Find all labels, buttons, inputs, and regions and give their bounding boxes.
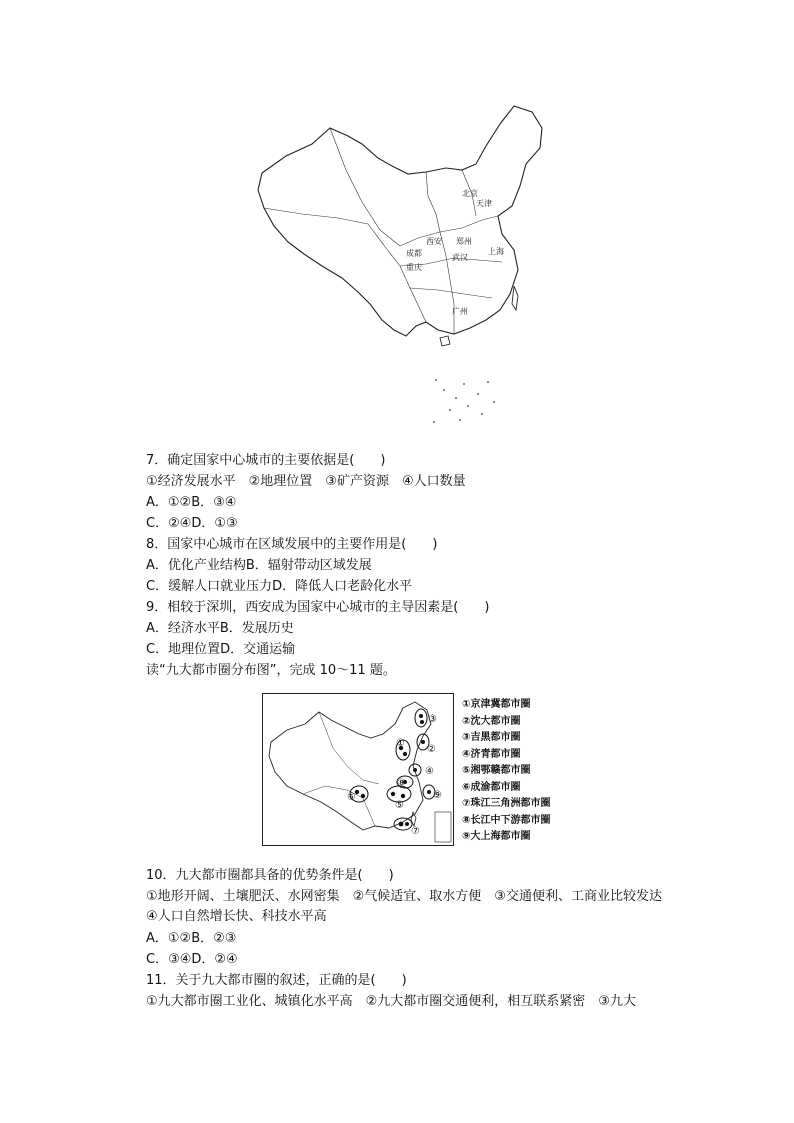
city-label: 重庆 [406, 263, 422, 272]
internal-border [303, 786, 375, 826]
q8-stem: 8．国家中心城市在区域发展中的主要作用是( ) [146, 537, 438, 552]
metro-number-marks [347, 714, 442, 837]
city-label: 北京 [462, 189, 478, 198]
china-outline [258, 106, 542, 336]
legend-item: ⑦珠江三角洲都市圈 [462, 798, 551, 809]
q10-options: ①地形开阔、土壤肥沃、水网密集 ②气候适宜、取水方便 ③交通便利、工商业比较发达 ④人口自然增长快、科技水平高 [146, 889, 675, 924]
q10-choices-cd: C．③④D．②④ [146, 952, 238, 967]
map-intro: 读“九大都市圈分布图”，完成 10～11 题。 [146, 663, 396, 678]
metro-mark-9: ⑦ [411, 826, 420, 837]
city-label: 武汉 [452, 253, 468, 262]
south-china-sea-inset [435, 812, 451, 842]
china-central-cities-map [250, 98, 550, 438]
legend-item: ⑥成渝都市圈 [462, 781, 521, 793]
legend-item: ②沈大都市圈 [462, 715, 521, 727]
internal-border [330, 128, 400, 246]
metro-areas-map [263, 694, 453, 845]
q7-choices-ab: A．①②B．③④ [146, 495, 237, 510]
q9-choices-ab: A．经济水平B．发展历史 [146, 621, 294, 636]
metro-mark-5: ⑧ [397, 778, 406, 789]
q11-options: ①九大都市圈工业化、城镇化水平高 ②九大都市圈交通便利，相互联系紧密 ③九大 [146, 994, 636, 1009]
city-labels [406, 188, 504, 316]
internal-border [426, 172, 454, 334]
metro-mark-3: ② [427, 744, 436, 755]
q8-choices-ab: A．优化产业结构B．辐射带动区域发展 [146, 558, 372, 573]
hainan [440, 336, 450, 346]
city-label: 郑州 [456, 237, 472, 246]
metro-mark-1: ③ [428, 714, 437, 725]
legend-item: ①京津冀都市圈 [462, 699, 531, 710]
internal-border [264, 208, 426, 322]
metro-legend [462, 697, 550, 846]
q7-options: ①经济发展水平 ②地理位置 ③矿产资源 ④人口数量 [146, 474, 466, 489]
south-china-sea-islands [433, 379, 495, 423]
city-label: 广州 [452, 307, 468, 316]
q8-choices-cd: C．缓解人口就业压力D．降低人口老龄化水平 [146, 579, 413, 594]
q7-stem: 7．确定国家中心城市的主要依据是( ) [146, 453, 386, 468]
metro-mark-8: ⑨ [433, 790, 442, 801]
city-label: 西安 [426, 237, 442, 246]
legend-item: ③吉黑都市圈 [462, 732, 521, 743]
taiwan [512, 286, 518, 310]
legend-item: ⑧长江中下游都市圈 [462, 814, 551, 826]
q9-choices-cd: C．地理位置D．交通运输 [146, 642, 296, 657]
metro-city-dots [355, 714, 431, 826]
internal-border [400, 216, 498, 246]
legend-item: ⑤湘鄂赣都市圈 [462, 765, 531, 776]
q9-stem: 9．相较于深圳，西安成为国家中心城市的主导因素是( ) [146, 600, 490, 615]
legend-item: ⑨大上海都市圈 [462, 831, 531, 842]
city-label: 天津 [476, 199, 492, 208]
metro-mark-2: ① [396, 738, 405, 749]
city-label: 上海 [488, 247, 504, 256]
china-outline [269, 702, 431, 830]
metro-mark-6: ⑥ [347, 792, 356, 803]
internal-border [410, 288, 492, 298]
q10-stem: 10．九大都市圈都具备的优势条件是( ) [146, 868, 394, 883]
internal-border [319, 712, 379, 784]
metro-mark-4: ④ [425, 766, 434, 777]
q10-choices-ab: A．①②B．②③ [146, 931, 237, 946]
q11-stem: 11．关于九大都市圈的叙述，正确的是( ) [146, 973, 407, 988]
metro-mark-7: ⑤ [395, 800, 404, 811]
legend-item: ④济青都市圈 [462, 748, 521, 760]
metro-areas-map-frame [262, 693, 454, 846]
metro-circles [350, 709, 435, 830]
q7-choices-cd: C．②④D．①③ [146, 516, 238, 531]
city-label: 成都 [406, 249, 422, 258]
